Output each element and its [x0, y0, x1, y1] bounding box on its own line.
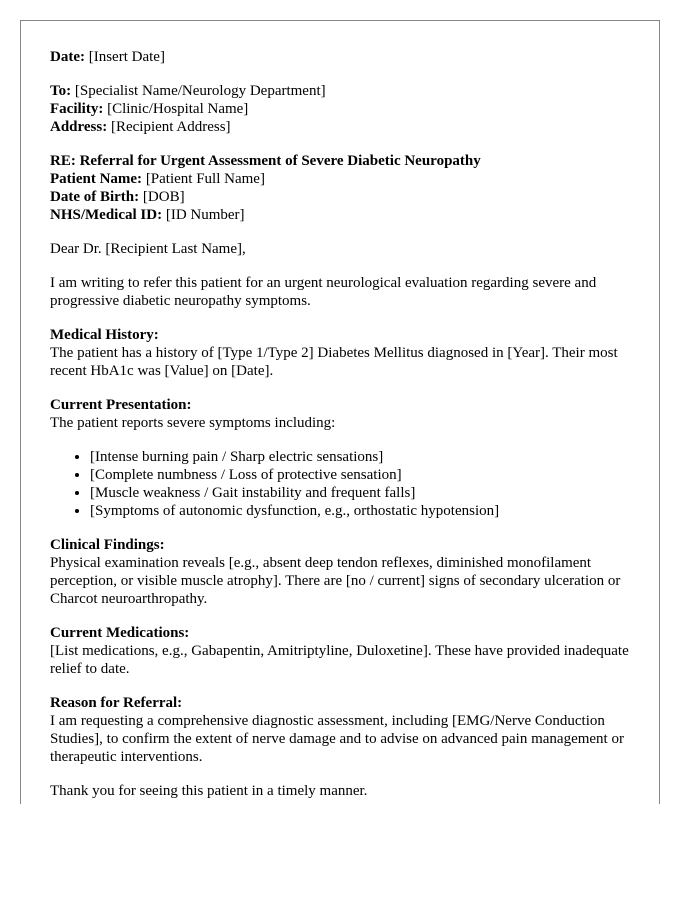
reason-heading-text: Reason for Referral: — [50, 695, 183, 711]
medications-heading — [50, 624, 640, 642]
id-line — [50, 206, 640, 224]
symptom-list — [50, 448, 640, 520]
history-heading-text: Medical History: — [50, 327, 159, 343]
date-line — [50, 48, 640, 66]
patient-name-line — [50, 170, 640, 188]
dob-label: Date of Birth: — [50, 189, 140, 205]
letter-body — [50, 48, 640, 800]
medications-text: [List medications, e.g., Gabapentin, Amitriptyline, Duloxetine]. These have provided inadequate relief to date. — [50, 643, 629, 677]
presentation-text: The patient reports severe symptoms including: — [50, 415, 336, 431]
presentation-heading — [50, 396, 640, 414]
findings-heading-text: Clinical Findings: — [50, 537, 165, 553]
patient-name-label: Patient Name: — [50, 171, 143, 187]
to-value: [Specialist Name/Neurology Department] — [71, 83, 326, 99]
history-heading — [50, 326, 640, 344]
history-text: The patient has a history of [Type 1/Type 2] Diabetes Mellitus diagnosed in [Year]. Their most recent HbA1c was [Value] on [Date]. — [50, 345, 618, 379]
address-label: Address: — [50, 119, 108, 135]
medications-heading-text: Current Medications: — [50, 625, 190, 641]
presentation-heading-text: Current Presentation: — [50, 397, 192, 413]
list-item: • [Complete numbness / Loss of protective sensation] — [90, 466, 640, 484]
list-item: • [Symptoms of autonomic dysfunction, e.g., orthostatic hypotension] — [90, 502, 640, 520]
facility-line — [50, 100, 640, 118]
address-line — [50, 118, 640, 136]
facility-value: [Clinic/Hospital Name] — [103, 101, 249, 117]
closing-text: Thank you for seeing this patient in a timely manner. — [50, 783, 368, 799]
address-value: [Recipient Address] — [107, 119, 231, 135]
id-label: NHS/Medical ID: — [50, 207, 163, 223]
patient-name-value: [Patient Full Name] — [142, 171, 265, 187]
list-item: • [Intense burning pain / Sharp electric sensations] — [90, 448, 640, 466]
findings-text: Physical examination reveals [e.g., absent deep tendon reflexes, diminished monofilament perception, or visible muscle atrophy]. There are [no / current] signs of secondary ulceration or Charcot neuroarthropathy. — [50, 555, 621, 607]
list-item: • [Muscle weakness / Gait instability and frequent falls] — [90, 484, 640, 502]
intro-paragraph: I am writing to refer this patient for an urgent neurological evaluation regarding severe and progressive diabetic neuropathy symptoms. — [50, 275, 597, 309]
dob-line — [50, 188, 640, 206]
salutation: Dear Dr. [Recipient Last Name], — [50, 241, 246, 257]
subject-line — [50, 152, 640, 170]
findings-heading — [50, 536, 640, 554]
to-line — [50, 82, 640, 100]
facility-label: Facility: — [50, 101, 104, 117]
subject-text: RE: Referral for Urgent Assessment of Severe Diabetic Neuropathy — [50, 153, 481, 169]
date-value: [Insert Date] — [84, 49, 165, 65]
id-value: [ID Number] — [162, 207, 245, 223]
dob-value: [DOB] — [139, 189, 185, 205]
date-label: Date: — [50, 49, 85, 65]
to-label: To: — [50, 83, 72, 99]
reason-text: I am requesting a comprehensive diagnostic assessment, including [EMG/Nerve Conduction Studies], to confirm the extent of nerve damage and to advise on advanced pain management or therapeutic interventions. — [50, 713, 624, 765]
reason-heading — [50, 694, 640, 712]
referral-letter — [20, 20, 660, 804]
